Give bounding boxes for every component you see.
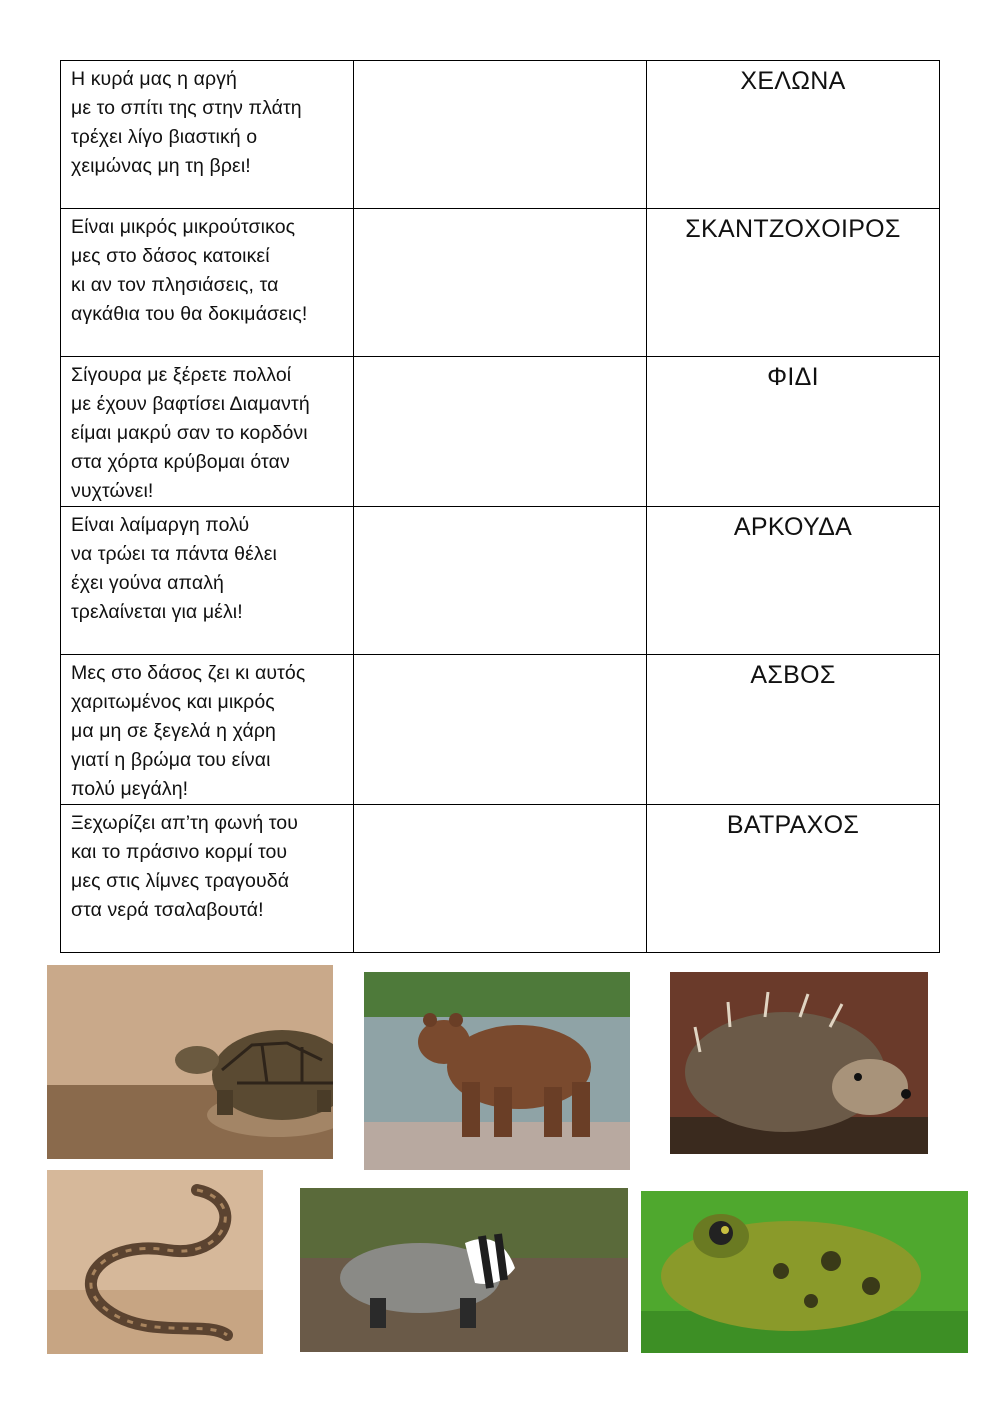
riddle-cell <box>61 357 354 507</box>
tortoise-answer-dropzone[interactable] <box>354 61 647 209</box>
animal-name-cell <box>647 61 940 209</box>
animal-name-cell <box>647 655 940 805</box>
frog-name-label: ΒΑΤΡΑΧΟΣ <box>726 811 860 839</box>
hedgehog-riddle-text: Είναι μικρός μικρούτσικος μες στο δάσος κατοικεί κι αν τον πλησιάσεις, τα αγκάθια του θα δοκιμάσεις! <box>71 216 308 325</box>
riddle-cell <box>61 507 354 655</box>
bear-name-label: ΑΡΚΟΥΔΑ <box>733 513 853 541</box>
table-row <box>61 655 940 805</box>
bear-photo[interactable] <box>364 972 630 1170</box>
table-row <box>61 209 940 357</box>
riddle-cell <box>61 209 354 357</box>
riddle-cell <box>61 805 354 953</box>
frog-answer-dropzone[interactable] <box>354 805 647 953</box>
table-row <box>61 507 940 655</box>
bear-riddle-text: Είναι λαίμαργη πολύ να τρώει τα πάντα θέλει έχει γούνα απαλή τρελαίνεται για μέλι! <box>71 514 277 623</box>
hedgehog-photo[interactable] <box>670 972 928 1154</box>
riddle-cell <box>61 61 354 209</box>
snake-riddle-text: Σίγουρα με ξέρετε πολλοί με έχουν βαφτίσει Διαμαντή είμαι μακρύ σαν το κορδόνι στα χόρτα κρύβομαι όταν νυχτώνει! <box>71 364 310 502</box>
badger-photo[interactable] <box>300 1188 628 1352</box>
animal-name-cell <box>647 357 940 507</box>
animal-name-cell <box>647 805 940 953</box>
animal-name-cell <box>647 209 940 357</box>
table-row <box>61 61 940 209</box>
riddle-cell <box>61 655 354 805</box>
riddle-table <box>60 60 940 953</box>
table-row <box>61 357 940 507</box>
animal-name-cell <box>647 507 940 655</box>
table-row <box>61 805 940 953</box>
snake-photo[interactable] <box>47 1170 263 1354</box>
snake-answer-dropzone[interactable] <box>354 357 647 507</box>
bear-answer-dropzone[interactable] <box>354 507 647 655</box>
tortoise-name-label: ΧΕΛΩΝΑ <box>740 67 846 95</box>
snake-name-label: ΦΙΔΙ <box>767 363 819 391</box>
tortoise-riddle-text: Η κυρά μας η αργή με το σπίτι της στην πλάτη τρέχει λίγο βιαστική ο χειμώνας μη τη βρει! <box>71 68 302 177</box>
badger-answer-dropzone[interactable] <box>354 655 647 805</box>
frog-riddle-text: Ξεχωρίζει απ’τη φωνή του και το πράσινο κορμί του μες στις λίμνες τραγουδά στα νερά τσαλαβουτά! <box>71 812 299 921</box>
frog-photo[interactable] <box>641 1191 968 1353</box>
hedgehog-name-label: ΣΚΑΝΤΖΟΧΟΙΡΟΣ <box>685 215 901 243</box>
badger-name-label: ΑΣΒΟΣ <box>750 661 836 689</box>
hedgehog-answer-dropzone[interactable] <box>354 209 647 357</box>
tortoise-photo[interactable] <box>47 965 333 1159</box>
badger-riddle-text: Μες στο δάσος ζει κι αυτός χαριτωμένος και μικρός μα μη σε ξεγελά η χάρη γιατί η βρώμα του είναι πολύ μεγάλη! <box>71 662 306 800</box>
